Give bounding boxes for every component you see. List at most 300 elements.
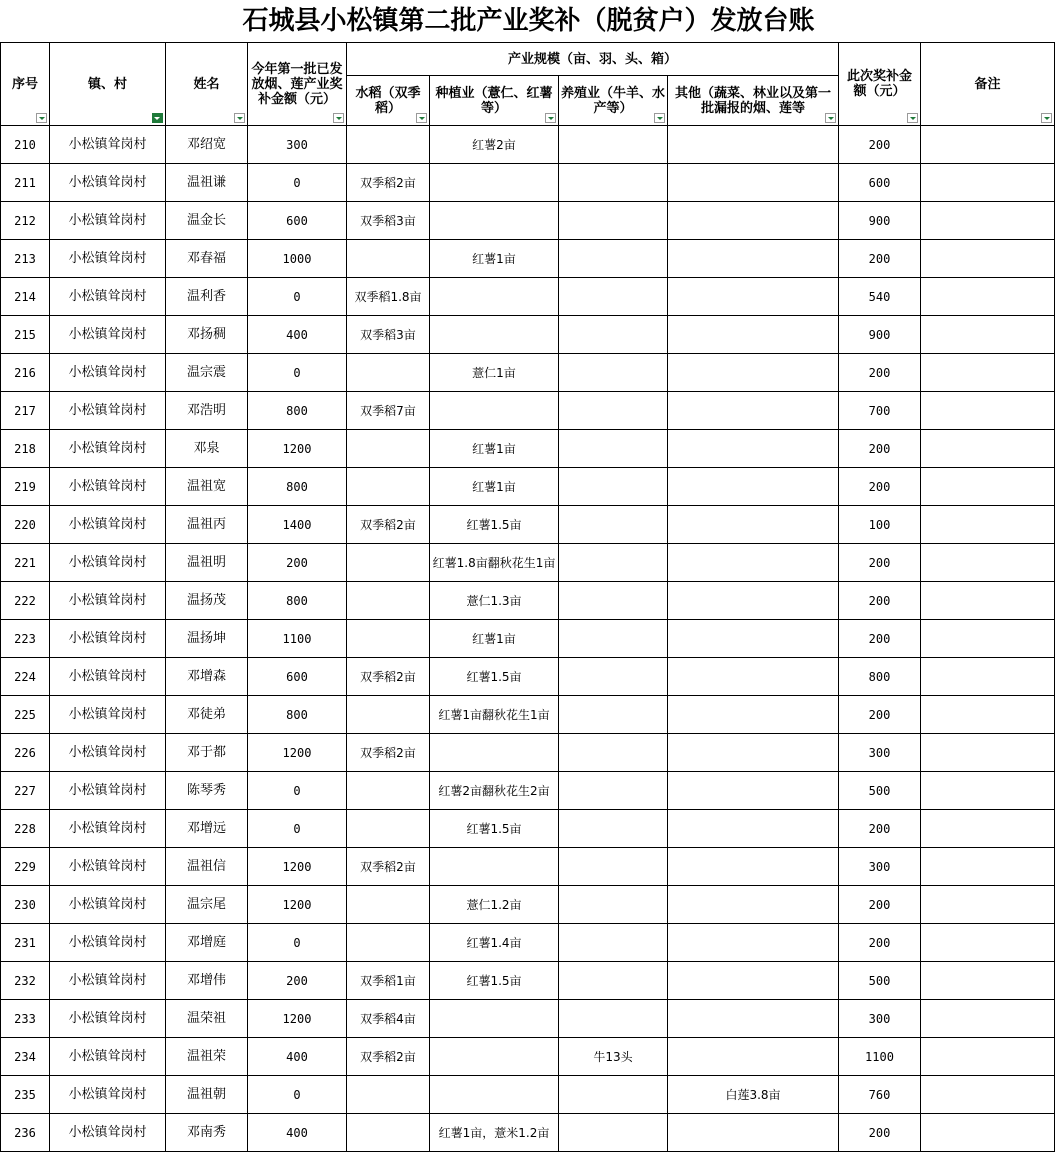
cell-seq[interactable]: 234 <box>1 1038 50 1076</box>
cell-breeding[interactable] <box>559 924 668 962</box>
cell-name[interactable]: 温扬坤 <box>166 620 248 658</box>
cell-amount[interactable]: 800 <box>839 658 921 696</box>
cell-remark[interactable] <box>921 696 1055 734</box>
cell-rice[interactable]: 双季稻4亩 <box>347 1000 430 1038</box>
cell-seq[interactable]: 225 <box>1 696 50 734</box>
cell-planting[interactable]: 红薯1亩 <box>430 240 559 278</box>
cell-planting[interactable]: 红薯1.5亩 <box>430 658 559 696</box>
table-row[interactable] <box>1 924 1055 962</box>
cell-rice[interactable] <box>347 696 430 734</box>
cell-first-batch[interactable]: 1200 <box>248 734 347 772</box>
cell-planting[interactable]: 红薯1亩，薏米1.2亩 <box>430 1114 559 1152</box>
cell-breeding[interactable] <box>559 1000 668 1038</box>
cell-other[interactable] <box>668 772 839 810</box>
cell-name[interactable]: 邓绍宽 <box>166 126 248 164</box>
cell-village[interactable]: 小松镇耸岗村 <box>50 430 166 468</box>
cell-other[interactable] <box>668 544 839 582</box>
cell-amount[interactable]: 200 <box>839 620 921 658</box>
cell-rice[interactable] <box>347 126 430 164</box>
cell-village[interactable]: 小松镇耸岗村 <box>50 126 166 164</box>
table-row[interactable] <box>1 696 1055 734</box>
cell-amount[interactable]: 200 <box>839 126 921 164</box>
cell-seq[interactable]: 220 <box>1 506 50 544</box>
cell-rice[interactable]: 双季稻2亩 <box>347 506 430 544</box>
cell-name[interactable]: 邓浩明 <box>166 392 248 430</box>
cell-rice[interactable]: 双季稻2亩 <box>347 164 430 202</box>
filter-dropdown-icon[interactable] <box>1041 113 1052 123</box>
cell-seq[interactable]: 229 <box>1 848 50 886</box>
cell-seq[interactable]: 215 <box>1 316 50 354</box>
cell-breeding[interactable] <box>559 962 668 1000</box>
cell-village[interactable]: 小松镇耸岗村 <box>50 924 166 962</box>
cell-rice[interactable] <box>347 430 430 468</box>
table-row[interactable] <box>1 620 1055 658</box>
cell-village[interactable]: 小松镇耸岗村 <box>50 582 166 620</box>
cell-seq[interactable]: 212 <box>1 202 50 240</box>
cell-amount[interactable]: 500 <box>839 962 921 1000</box>
cell-village[interactable]: 小松镇耸岗村 <box>50 164 166 202</box>
cell-first-batch[interactable]: 1400 <box>248 506 347 544</box>
table-row[interactable] <box>1 962 1055 1000</box>
cell-seq[interactable]: 236 <box>1 1114 50 1152</box>
cell-planting[interactable]: 红薯1亩 <box>430 468 559 506</box>
cell-amount[interactable]: 1100 <box>839 1038 921 1076</box>
cell-name[interactable]: 温荣祖 <box>166 1000 248 1038</box>
cell-seq[interactable]: 231 <box>1 924 50 962</box>
filter-active-icon[interactable] <box>152 113 163 123</box>
cell-seq[interactable]: 219 <box>1 468 50 506</box>
table-row[interactable] <box>1 164 1055 202</box>
table-row[interactable] <box>1 1000 1055 1038</box>
filter-dropdown-icon[interactable] <box>654 113 665 123</box>
cell-remark[interactable] <box>921 658 1055 696</box>
cell-remark[interactable] <box>921 392 1055 430</box>
cell-first-batch[interactable]: 0 <box>248 810 347 848</box>
cell-breeding[interactable] <box>559 544 668 582</box>
cell-name[interactable]: 温祖荣 <box>166 1038 248 1076</box>
cell-seq[interactable]: 235 <box>1 1076 50 1114</box>
table-row[interactable] <box>1 886 1055 924</box>
cell-first-batch[interactable]: 800 <box>248 392 347 430</box>
cell-amount[interactable]: 700 <box>839 392 921 430</box>
cell-first-batch[interactable]: 400 <box>248 1038 347 1076</box>
cell-village[interactable]: 小松镇耸岗村 <box>50 278 166 316</box>
cell-rice[interactable] <box>347 468 430 506</box>
cell-planting[interactable]: 红薯1.8亩翻秋花生1亩 <box>430 544 559 582</box>
cell-name[interactable]: 温祖谦 <box>166 164 248 202</box>
cell-remark[interactable] <box>921 240 1055 278</box>
cell-rice[interactable] <box>347 354 430 392</box>
cell-planting[interactable]: 薏仁1亩 <box>430 354 559 392</box>
cell-planting[interactable]: 红薯1亩 <box>430 620 559 658</box>
cell-name[interactable]: 温祖明 <box>166 544 248 582</box>
cell-other[interactable] <box>668 392 839 430</box>
cell-planting[interactable]: 红薯1.5亩 <box>430 962 559 1000</box>
cell-first-batch[interactable]: 800 <box>248 582 347 620</box>
cell-amount[interactable]: 200 <box>839 924 921 962</box>
cell-seq[interactable]: 216 <box>1 354 50 392</box>
cell-planting[interactable] <box>430 316 559 354</box>
cell-village[interactable]: 小松镇耸岗村 <box>50 392 166 430</box>
cell-amount[interactable]: 760 <box>839 1076 921 1114</box>
cell-breeding[interactable] <box>559 1076 668 1114</box>
cell-other[interactable] <box>668 240 839 278</box>
cell-other[interactable] <box>668 658 839 696</box>
cell-seq[interactable]: 227 <box>1 772 50 810</box>
cell-name[interactable]: 邓南秀 <box>166 1114 248 1152</box>
cell-name[interactable]: 陈琴秀 <box>166 772 248 810</box>
cell-village[interactable]: 小松镇耸岗村 <box>50 1038 166 1076</box>
cell-planting[interactable]: 红薯1.4亩 <box>430 924 559 962</box>
filter-dropdown-icon[interactable] <box>234 113 245 123</box>
cell-name[interactable]: 邓增森 <box>166 658 248 696</box>
cell-first-batch[interactable]: 600 <box>248 658 347 696</box>
cell-village[interactable]: 小松镇耸岗村 <box>50 316 166 354</box>
cell-village[interactable]: 小松镇耸岗村 <box>50 544 166 582</box>
cell-first-batch[interactable]: 200 <box>248 962 347 1000</box>
cell-amount[interactable]: 300 <box>839 734 921 772</box>
cell-village[interactable]: 小松镇耸岗村 <box>50 696 166 734</box>
cell-rice[interactable] <box>347 582 430 620</box>
cell-seq[interactable]: 230 <box>1 886 50 924</box>
cell-breeding[interactable] <box>559 658 668 696</box>
cell-breeding[interactable] <box>559 734 668 772</box>
cell-rice[interactable]: 双季稻2亩 <box>347 734 430 772</box>
table-row[interactable] <box>1 810 1055 848</box>
cell-amount[interactable]: 300 <box>839 848 921 886</box>
cell-rice[interactable] <box>347 924 430 962</box>
cell-remark[interactable] <box>921 354 1055 392</box>
cell-remark[interactable] <box>921 1076 1055 1114</box>
cell-first-batch[interactable]: 1200 <box>248 848 347 886</box>
table-row[interactable] <box>1 468 1055 506</box>
cell-name[interactable]: 温祖宽 <box>166 468 248 506</box>
cell-first-batch[interactable]: 1000 <box>248 240 347 278</box>
cell-name[interactable]: 温祖丙 <box>166 506 248 544</box>
cell-remark[interactable] <box>921 202 1055 240</box>
cell-breeding[interactable] <box>559 126 668 164</box>
cell-amount[interactable]: 540 <box>839 278 921 316</box>
cell-other[interactable] <box>668 620 839 658</box>
table-row[interactable] <box>1 392 1055 430</box>
cell-village[interactable]: 小松镇耸岗村 <box>50 1076 166 1114</box>
table-row[interactable] <box>1 544 1055 582</box>
cell-other[interactable] <box>668 1000 839 1038</box>
cell-breeding[interactable] <box>559 1114 668 1152</box>
cell-remark[interactable] <box>921 278 1055 316</box>
cell-first-batch[interactable]: 400 <box>248 316 347 354</box>
cell-planting[interactable]: 红薯2亩翻秋花生2亩 <box>430 772 559 810</box>
cell-rice[interactable] <box>347 810 430 848</box>
cell-village[interactable]: 小松镇耸岗村 <box>50 1114 166 1152</box>
table-row[interactable] <box>1 278 1055 316</box>
cell-other[interactable] <box>668 430 839 468</box>
cell-amount[interactable]: 200 <box>839 354 921 392</box>
table-row[interactable] <box>1 1038 1055 1076</box>
table-row[interactable] <box>1 202 1055 240</box>
cell-remark[interactable] <box>921 164 1055 202</box>
cell-breeding[interactable] <box>559 354 668 392</box>
cell-planting[interactable]: 红薯1.5亩 <box>430 810 559 848</box>
cell-name[interactable]: 温祖朝 <box>166 1076 248 1114</box>
table-row[interactable] <box>1 430 1055 468</box>
table-row[interactable] <box>1 582 1055 620</box>
cell-amount[interactable]: 500 <box>839 772 921 810</box>
cell-first-batch[interactable]: 0 <box>248 924 347 962</box>
cell-other[interactable] <box>668 468 839 506</box>
cell-remark[interactable] <box>921 1114 1055 1152</box>
filter-dropdown-icon[interactable] <box>545 113 556 123</box>
cell-rice[interactable]: 双季稻3亩 <box>347 316 430 354</box>
cell-amount[interactable]: 100 <box>839 506 921 544</box>
cell-name[interactable]: 邓扬稠 <box>166 316 248 354</box>
cell-amount[interactable]: 200 <box>839 582 921 620</box>
cell-breeding[interactable] <box>559 430 668 468</box>
cell-remark[interactable] <box>921 316 1055 354</box>
cell-name[interactable]: 邓春福 <box>166 240 248 278</box>
cell-first-batch[interactable]: 1200 <box>248 886 347 924</box>
cell-remark[interactable] <box>921 886 1055 924</box>
cell-amount[interactable]: 200 <box>839 886 921 924</box>
cell-breeding[interactable] <box>559 506 668 544</box>
cell-planting[interactable]: 红薯1.5亩 <box>430 506 559 544</box>
cell-name[interactable]: 温宗尾 <box>166 886 248 924</box>
cell-village[interactable]: 小松镇耸岗村 <box>50 240 166 278</box>
cell-name[interactable]: 温利香 <box>166 278 248 316</box>
cell-first-batch[interactable]: 200 <box>248 544 347 582</box>
cell-rice[interactable] <box>347 886 430 924</box>
table-row[interactable] <box>1 354 1055 392</box>
cell-breeding[interactable] <box>559 848 668 886</box>
cell-seq[interactable]: 232 <box>1 962 50 1000</box>
cell-other[interactable] <box>668 924 839 962</box>
cell-first-batch[interactable]: 0 <box>248 1076 347 1114</box>
cell-rice[interactable] <box>347 240 430 278</box>
cell-rice[interactable] <box>347 1114 430 1152</box>
cell-seq[interactable]: 211 <box>1 164 50 202</box>
cell-planting[interactable]: 红薯2亩 <box>430 126 559 164</box>
cell-name[interactable]: 温宗震 <box>166 354 248 392</box>
cell-village[interactable]: 小松镇耸岗村 <box>50 1000 166 1038</box>
cell-seq[interactable]: 228 <box>1 810 50 848</box>
cell-other[interactable] <box>668 886 839 924</box>
cell-remark[interactable] <box>921 1038 1055 1076</box>
table-row[interactable] <box>1 240 1055 278</box>
table-row[interactable] <box>1 126 1055 164</box>
filter-dropdown-icon[interactable] <box>825 113 836 123</box>
cell-other[interactable] <box>668 506 839 544</box>
cell-remark[interactable] <box>921 620 1055 658</box>
cell-planting[interactable] <box>430 848 559 886</box>
cell-other[interactable] <box>668 1114 839 1152</box>
cell-seq[interactable]: 224 <box>1 658 50 696</box>
filter-dropdown-icon[interactable] <box>907 113 918 123</box>
cell-planting[interactable] <box>430 164 559 202</box>
cell-breeding[interactable] <box>559 316 668 354</box>
cell-breeding[interactable] <box>559 164 668 202</box>
cell-amount[interactable]: 200 <box>839 544 921 582</box>
cell-planting[interactable] <box>430 392 559 430</box>
cell-village[interactable]: 小松镇耸岗村 <box>50 506 166 544</box>
cell-remark[interactable] <box>921 924 1055 962</box>
cell-rice[interactable]: 双季稻1亩 <box>347 962 430 1000</box>
cell-planting[interactable] <box>430 734 559 772</box>
cell-first-batch[interactable]: 0 <box>248 354 347 392</box>
cell-name[interactable]: 邓增伟 <box>166 962 248 1000</box>
cell-seq[interactable]: 214 <box>1 278 50 316</box>
cell-seq[interactable]: 218 <box>1 430 50 468</box>
cell-seq[interactable]: 233 <box>1 1000 50 1038</box>
cell-first-batch[interactable]: 1100 <box>248 620 347 658</box>
cell-first-batch[interactable]: 400 <box>248 1114 347 1152</box>
cell-amount[interactable]: 200 <box>839 810 921 848</box>
cell-name[interactable]: 邓于都 <box>166 734 248 772</box>
cell-other[interactable] <box>668 582 839 620</box>
cell-breeding[interactable] <box>559 696 668 734</box>
cell-amount[interactable]: 200 <box>839 696 921 734</box>
cell-other[interactable] <box>668 696 839 734</box>
cell-village[interactable]: 小松镇耸岗村 <box>50 772 166 810</box>
cell-other[interactable] <box>668 354 839 392</box>
filter-dropdown-icon[interactable] <box>36 113 47 123</box>
cell-village[interactable]: 小松镇耸岗村 <box>50 962 166 1000</box>
cell-rice[interactable]: 双季稻2亩 <box>347 848 430 886</box>
cell-breeding[interactable] <box>559 278 668 316</box>
cell-other[interactable] <box>668 962 839 1000</box>
cell-first-batch[interactable]: 800 <box>248 468 347 506</box>
cell-breeding[interactable]: 牛13头 <box>559 1038 668 1076</box>
cell-planting[interactable] <box>430 1038 559 1076</box>
cell-planting[interactable]: 薏仁1.3亩 <box>430 582 559 620</box>
cell-breeding[interactable] <box>559 620 668 658</box>
table-row[interactable] <box>1 734 1055 772</box>
cell-breeding[interactable] <box>559 468 668 506</box>
cell-remark[interactable] <box>921 1000 1055 1038</box>
cell-other[interactable] <box>668 810 839 848</box>
cell-name[interactable]: 温金长 <box>166 202 248 240</box>
cell-village[interactable]: 小松镇耸岗村 <box>50 810 166 848</box>
cell-first-batch[interactable]: 0 <box>248 164 347 202</box>
filter-dropdown-icon[interactable] <box>416 113 427 123</box>
cell-remark[interactable] <box>921 810 1055 848</box>
cell-name[interactable]: 邓增远 <box>166 810 248 848</box>
cell-village[interactable]: 小松镇耸岗村 <box>50 886 166 924</box>
cell-planting[interactable]: 薏仁1.2亩 <box>430 886 559 924</box>
cell-seq[interactable]: 222 <box>1 582 50 620</box>
cell-remark[interactable] <box>921 848 1055 886</box>
cell-rice[interactable]: 双季稻2亩 <box>347 1038 430 1076</box>
cell-planting[interactable] <box>430 202 559 240</box>
cell-name[interactable]: 邓增庭 <box>166 924 248 962</box>
table-row[interactable] <box>1 848 1055 886</box>
cell-breeding[interactable] <box>559 772 668 810</box>
cell-rice[interactable] <box>347 772 430 810</box>
cell-seq[interactable]: 217 <box>1 392 50 430</box>
cell-remark[interactable] <box>921 430 1055 468</box>
cell-breeding[interactable] <box>559 392 668 430</box>
cell-seq[interactable]: 213 <box>1 240 50 278</box>
cell-planting[interactable]: 红薯1亩翻秋花生1亩 <box>430 696 559 734</box>
cell-breeding[interactable] <box>559 240 668 278</box>
cell-other[interactable]: 白莲3.8亩 <box>668 1076 839 1114</box>
cell-other[interactable] <box>668 202 839 240</box>
cell-breeding[interactable] <box>559 202 668 240</box>
cell-other[interactable] <box>668 1038 839 1076</box>
cell-seq[interactable]: 221 <box>1 544 50 582</box>
table-row[interactable] <box>1 1076 1055 1114</box>
table-row[interactable] <box>1 316 1055 354</box>
cell-amount[interactable]: 200 <box>839 468 921 506</box>
cell-first-batch[interactable]: 1200 <box>248 1000 347 1038</box>
cell-first-batch[interactable]: 600 <box>248 202 347 240</box>
cell-remark[interactable] <box>921 772 1055 810</box>
cell-village[interactable]: 小松镇耸岗村 <box>50 734 166 772</box>
cell-name[interactable]: 温扬茂 <box>166 582 248 620</box>
cell-rice[interactable]: 双季稻2亩 <box>347 658 430 696</box>
cell-remark[interactable] <box>921 126 1055 164</box>
cell-breeding[interactable] <box>559 886 668 924</box>
cell-remark[interactable] <box>921 468 1055 506</box>
cell-other[interactable] <box>668 316 839 354</box>
cell-amount[interactable]: 900 <box>839 316 921 354</box>
cell-name[interactable]: 邓徒弟 <box>166 696 248 734</box>
cell-remark[interactable] <box>921 734 1055 772</box>
cell-breeding[interactable] <box>559 810 668 848</box>
cell-other[interactable] <box>668 848 839 886</box>
cell-seq[interactable]: 226 <box>1 734 50 772</box>
cell-first-batch[interactable]: 800 <box>248 696 347 734</box>
cell-rice[interactable] <box>347 544 430 582</box>
cell-village[interactable]: 小松镇耸岗村 <box>50 658 166 696</box>
cell-amount[interactable]: 200 <box>839 240 921 278</box>
cell-amount[interactable]: 900 <box>839 202 921 240</box>
cell-remark[interactable] <box>921 962 1055 1000</box>
cell-rice[interactable] <box>347 620 430 658</box>
table-row[interactable] <box>1 506 1055 544</box>
cell-village[interactable]: 小松镇耸岗村 <box>50 468 166 506</box>
cell-planting[interactable] <box>430 278 559 316</box>
cell-remark[interactable] <box>921 544 1055 582</box>
table-row[interactable] <box>1 1114 1055 1152</box>
cell-seq[interactable]: 210 <box>1 126 50 164</box>
cell-amount[interactable]: 300 <box>839 1000 921 1038</box>
cell-remark[interactable] <box>921 506 1055 544</box>
table-row[interactable] <box>1 658 1055 696</box>
cell-village[interactable]: 小松镇耸岗村 <box>50 848 166 886</box>
cell-remark[interactable] <box>921 582 1055 620</box>
cell-planting[interactable] <box>430 1000 559 1038</box>
cell-breeding[interactable] <box>559 582 668 620</box>
filter-dropdown-icon[interactable] <box>333 113 344 123</box>
cell-amount[interactable]: 200 <box>839 430 921 468</box>
cell-amount[interactable]: 200 <box>839 1114 921 1152</box>
cell-first-batch[interactable]: 300 <box>248 126 347 164</box>
cell-village[interactable]: 小松镇耸岗村 <box>50 354 166 392</box>
cell-first-batch[interactable]: 1200 <box>248 430 347 468</box>
cell-rice[interactable] <box>347 1076 430 1114</box>
cell-village[interactable]: 小松镇耸岗村 <box>50 202 166 240</box>
cell-planting[interactable] <box>430 1076 559 1114</box>
cell-first-batch[interactable]: 0 <box>248 278 347 316</box>
table-row[interactable] <box>1 772 1055 810</box>
cell-other[interactable] <box>668 126 839 164</box>
cell-rice[interactable]: 双季稻1.8亩 <box>347 278 430 316</box>
cell-other[interactable] <box>668 734 839 772</box>
cell-rice[interactable]: 双季稻3亩 <box>347 202 430 240</box>
cell-planting[interactable]: 红薯1亩 <box>430 430 559 468</box>
cell-rice[interactable]: 双季稻7亩 <box>347 392 430 430</box>
cell-name[interactable]: 温祖信 <box>166 848 248 886</box>
